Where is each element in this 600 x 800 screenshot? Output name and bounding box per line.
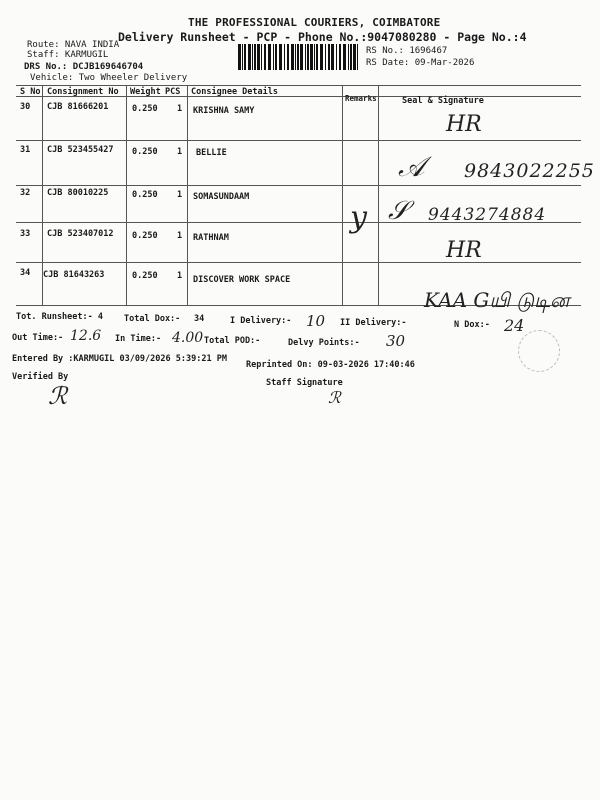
out-time-value: 12.6: [70, 328, 102, 344]
vehicle-label: Vehicle: Two Wheeler Delivery: [30, 73, 188, 83]
row-consignment: CJB 81666201: [47, 102, 109, 112]
row-weight: 0.250: [132, 104, 158, 114]
row-pcs: 1: [177, 104, 183, 114]
signature-scribble-row-31: 𝒜: [398, 150, 425, 183]
row-consignment: CJB 523455427: [47, 145, 114, 155]
row-consignee: KRISHNA SAMY: [193, 106, 255, 116]
row-sno: 32: [20, 188, 31, 198]
row-pcs: 1: [177, 147, 183, 157]
stamp-impression: [518, 330, 560, 372]
delvy-points-value: 30: [386, 332, 406, 350]
verified-by-signature: ℛ: [48, 382, 68, 410]
row-pcs: 1: [177, 231, 183, 241]
row-consignee: BELLIE: [196, 148, 227, 158]
col-consignee: Consignee Details: [191, 87, 278, 97]
reprinted-on: Reprinted On: 09-03-2026 17:40:46: [246, 360, 415, 370]
n-dox-value: 24: [504, 316, 525, 335]
col-remarks: Remarks: [345, 94, 377, 103]
mark-row-32: y: [350, 200, 367, 235]
row-weight: 0.250: [132, 231, 158, 241]
delvy-points-label: Delvy Points:-: [288, 338, 360, 348]
row-consignee: RATHNAM: [193, 233, 229, 243]
row-sno: 33: [20, 229, 31, 239]
runsheet-title: Delivery Runsheet - PCP - Phone No.:9047080280 - Page No.:4: [118, 30, 527, 44]
signature-row-30: HR: [446, 112, 482, 137]
route-label: Route: NAVA INDIA: [27, 40, 120, 50]
row-pcs: 1: [177, 190, 183, 200]
rs-date: RS Date: 09-Mar-2026: [366, 58, 475, 68]
row-consignment: CJB 81643263: [43, 270, 105, 280]
row-consignment: CJB 523407012: [47, 229, 114, 239]
row-consignee: SOMASUNDAAM: [193, 192, 250, 202]
col-weight: Weight: [130, 87, 161, 97]
i-delivery-label: I Delivery:-: [230, 316, 292, 326]
row-sno: 31: [20, 145, 31, 155]
company-name: THE PROFESSIONAL COURIERS, COIMBATORE: [188, 16, 441, 29]
in-time-label: In Time:-: [115, 334, 162, 344]
total-pod-label: Total POD:-: [204, 336, 261, 346]
phone-row-31: 9843022255: [464, 160, 595, 182]
row-sno: 34: [20, 268, 31, 278]
col-seal-signature: Seal & Signature: [402, 96, 484, 106]
n-dox-label: N Dox:-: [454, 320, 490, 330]
verified-by-label: Verified By: [12, 372, 69, 382]
tot-runsheet: Tot. Runsheet:- 4: [16, 312, 103, 322]
out-time-label: Out Time:-: [12, 333, 64, 343]
ii-delivery-label: II Delivery:-: [340, 318, 407, 328]
row-pcs: 1: [177, 271, 183, 281]
barcode-image: [238, 44, 360, 70]
row-weight: 0.250: [132, 190, 158, 200]
signature-row-34: KAA Gயி டுடின: [424, 288, 570, 312]
entered-by: Entered By :KARMUGIL 03/09/2026 5:39:21 PM: [12, 354, 227, 364]
rs-number: RS No.: 1696467: [366, 46, 448, 56]
phone-row-32: 9443274884: [428, 205, 547, 225]
signature-row-33: HR: [446, 238, 482, 263]
staff-signature-mark: ℛ: [328, 388, 341, 407]
i-delivery-value: 10: [306, 312, 326, 330]
drs-number: DRS No.: DCJB169646704: [24, 62, 144, 72]
row-weight: 0.250: [132, 147, 158, 157]
row-consignment: CJB 80010225: [47, 188, 109, 198]
in-time-value: 4.00: [172, 330, 204, 346]
col-pcs: PCS: [165, 87, 181, 97]
col-consignment: Consignment No: [47, 87, 119, 97]
staff-label: Staff: KARMUGIL: [27, 50, 109, 60]
col-sno: S No: [20, 87, 41, 97]
row-weight: 0.250: [132, 271, 158, 281]
staff-signature-label: Staff Signature: [266, 378, 343, 388]
total-dox-value: 34: [194, 314, 205, 324]
total-dox-label: Total Dox:-: [124, 314, 181, 324]
row-consignee: DISCOVER WORK SPACE: [193, 275, 291, 285]
signature-scribble-row-32: 𝒮: [388, 196, 409, 226]
row-sno: 30: [20, 102, 31, 112]
